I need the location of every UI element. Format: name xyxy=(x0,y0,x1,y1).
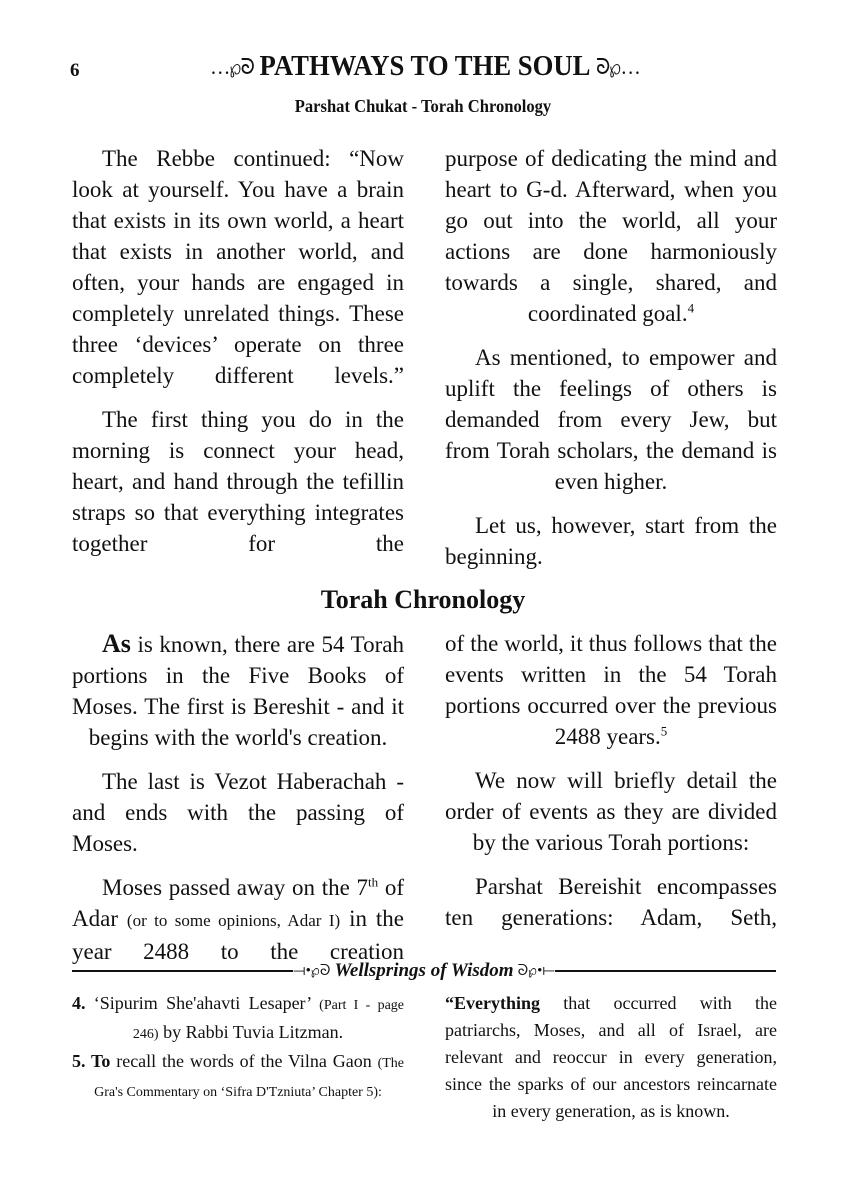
paragraph xyxy=(72,872,404,967)
footnote-text: recall the words of the Vilna Gaon xyxy=(110,1051,378,1071)
footnote-text: by Rabbi Tuvia Litzman. xyxy=(158,1022,344,1042)
footnote-text: that occurred with the patriarchs, Moses, and all of Israel, are relevant and reoccur in every generation, since the sparks of our ancestors reincarnate in every generation, as is known. xyxy=(445,993,777,1121)
paragraph: As mentioned, to empower and uplift the feelings of others is demanded from every Jew, but from Torah scholars, the demand is even higher. xyxy=(445,345,777,494)
footnote-number: 5. xyxy=(72,1051,86,1071)
footnotes-left xyxy=(72,990,404,1106)
paragraph: The Rebbe continued: “Now look at yourself. You have a brain that exists in its own world, a heart that exists in another world, and often, your hands are engaged in completely unrelated things. These three ‘devices’ operate on three completely different levels.” xyxy=(72,146,404,388)
footnotes-right xyxy=(445,990,777,1125)
divider-line-left xyxy=(72,970,293,972)
footnote-lead-word: To xyxy=(85,1051,111,1071)
paragraph: The last is Vezot Haberachah - and ends with the passing of Moses. xyxy=(72,769,404,856)
footnote-5 xyxy=(72,1048,404,1106)
footnote-4 xyxy=(72,990,404,1048)
paragraph: Parshat Bereishit encompasses ten generations: Adam, Seth, xyxy=(445,874,777,930)
paragraph xyxy=(445,143,777,329)
footnote-small-text: (The Gra's Commentary on ‘Sifra D'Tzniuta’ Chapter 5): xyxy=(94,1056,405,1100)
ornament-right-icon: ᘐ℘•⟝ xyxy=(517,963,555,979)
column-right-bottom xyxy=(445,628,777,946)
column-left-bottom xyxy=(72,628,404,980)
parenthetical: (or to some opinions, Adar I) xyxy=(126,911,341,930)
paragraph-text: in the year 2488 to the creation xyxy=(72,906,404,964)
paragraph: Let us, however, start from the beginning. xyxy=(445,513,777,569)
column-right-top xyxy=(445,143,777,585)
page-number: 6 xyxy=(70,60,80,81)
footnote-small-text: (Part I - page 246) xyxy=(132,998,405,1042)
paragraph: The first thing you do in the morning is connect your head, heart, and hand through the tefillin straps so that everything integrates together for the xyxy=(72,407,404,556)
ordinal-suffix: th xyxy=(368,874,379,890)
paragraph xyxy=(72,628,404,753)
footnote-lead-word: “Everything xyxy=(445,993,541,1013)
ornament-left-icon: …℘ᘐ xyxy=(210,53,255,79)
running-title xyxy=(154,50,697,83)
paragraph: We now will briefly detail the order of events as they are divided by the various Torah portions: xyxy=(445,768,777,855)
footnote-quote xyxy=(445,990,777,1125)
divider-label: Wellsprings of Wisdom xyxy=(334,960,514,981)
footnote-divider xyxy=(72,958,776,984)
paragraph-text: of Adar xyxy=(72,875,404,931)
paragraph xyxy=(445,628,777,752)
footnote-number: 4. xyxy=(72,993,86,1013)
paragraph-text: of the world, it thus follows that the events written in the 54 Torah portions occurred over the previous 2488 years. xyxy=(445,631,777,749)
column-left-top xyxy=(72,143,404,572)
footnote-ref[interactable]: 5 xyxy=(660,723,668,739)
paragraph-text: is known, there are 54 Torah portions in the Five Books of Moses. The first is Bereshit - and it begins with the world's creation. xyxy=(72,632,404,750)
ornament-right-icon: ᘐ℘… xyxy=(595,53,640,79)
book-title: PATHWAYS TO THE SOUL xyxy=(259,50,591,82)
lead-word: As xyxy=(102,629,131,658)
divider-line-right xyxy=(555,970,776,972)
paragraph-text: purpose of dedicating the mind and heart to G-d. Afterward, when you go out into the world, all your actions are done harmoniously towards a single, shared, and coordinated goal. xyxy=(445,146,777,326)
chapter-subtitle: Parshat Chukat - Torah Chronology xyxy=(294,96,552,116)
footnote-text: ‘Sipurim She'ahavti Lesaper’ xyxy=(85,993,320,1013)
ornament-left-icon: ⟞•℘ᘐ xyxy=(293,963,331,979)
paragraph-text: Moses passed away on the 7 xyxy=(102,875,368,900)
footnote-ref[interactable]: 4 xyxy=(687,300,695,316)
section-heading: Torah Chronology xyxy=(320,585,526,614)
